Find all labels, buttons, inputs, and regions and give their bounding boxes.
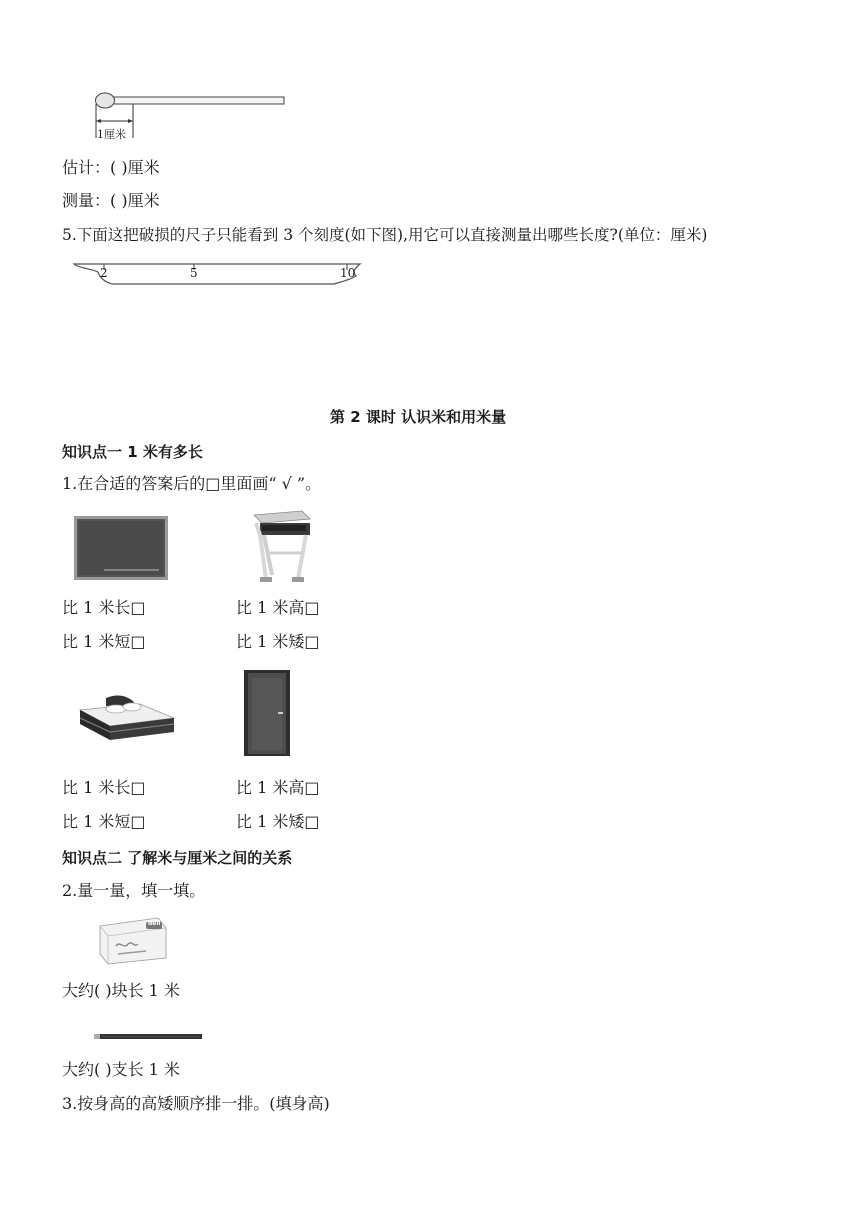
ruler-tick-label-10: 10	[340, 266, 356, 280]
bed-option-longer[interactable]: 比 1 米长□	[62, 778, 146, 797]
estimate-line: 估计：( )厘米	[62, 158, 160, 177]
question-5: 5.下面这把破损的尺子只能看到 3 个刻度(如下图),用它可以直接测量出哪些长度?(单位：厘米)	[62, 226, 708, 244]
knowledge-point-1-heading: 知识点一 1 米有多长	[62, 443, 203, 461]
broken-ruler	[72, 258, 367, 290]
pencil-image	[92, 1032, 204, 1042]
blackboard-option-longer[interactable]: 比 1 米长□	[62, 598, 146, 617]
door-option-taller[interactable]: 比 1 米高□	[236, 778, 320, 797]
blackboard-option-shorter[interactable]: 比 1 米短□	[62, 632, 146, 651]
eraser-answer-line: 大约( )块长 1 米	[62, 981, 180, 1000]
desk-option-shorter[interactable]: 比 1 米矮□	[236, 632, 320, 651]
bed-option-shorter[interactable]: 比 1 米短□	[62, 812, 146, 831]
blackboard-image	[74, 516, 168, 580]
door-option-shorter[interactable]: 比 1 米矮□	[236, 812, 320, 831]
question-2: 2.量一量，填一填。	[62, 881, 206, 900]
question-3: 3.按身高的高矮顺序排一排。(填身高)	[62, 1094, 330, 1113]
question-1: 1.在合适的答案后的□里面画“ √ ”。	[62, 474, 322, 493]
matchstick-scale-label: 1厘米	[97, 128, 126, 141]
eraser-brand-label: deli	[148, 920, 161, 927]
pencil-answer-line: 大约( )支长 1 米	[62, 1060, 180, 1079]
desk-option-taller[interactable]: 比 1 米高□	[236, 598, 320, 617]
ruler-tick-label-5: 5	[190, 266, 198, 280]
desk-image	[246, 509, 312, 583]
door-image	[244, 670, 290, 756]
bed-image	[70, 688, 182, 748]
ruler-tick-label-2: 2	[100, 266, 108, 280]
lesson-title: 第 2 课时 认识米和用米量	[330, 408, 507, 426]
measure-line: 测量：( )厘米	[62, 191, 160, 210]
knowledge-point-2-heading: 知识点二 了解米与厘米之间的关系	[62, 849, 293, 867]
